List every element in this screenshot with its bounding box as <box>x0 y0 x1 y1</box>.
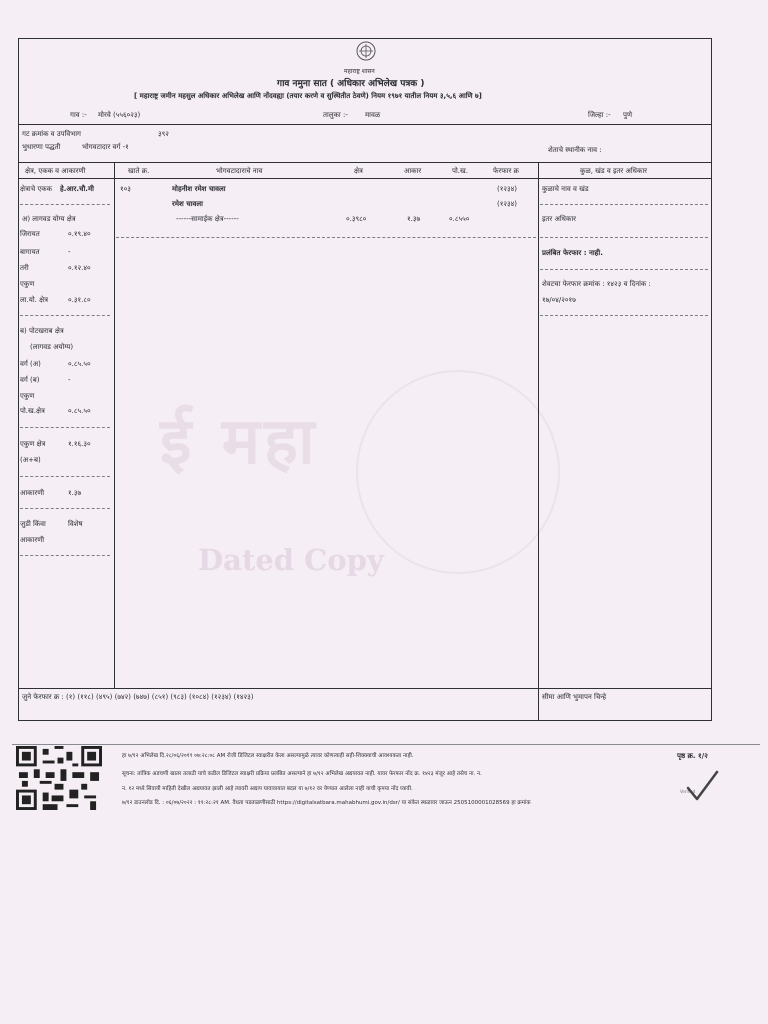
govt-label: महाराष्ट्र शासन <box>344 68 375 75</box>
right-divider-3 <box>540 269 708 270</box>
total-area-label: एकुण क्षेत्र <box>20 440 46 448</box>
kul-name-label: कुळाचे नाव व खंड <box>542 185 589 193</box>
taluka-label: तालुका :- <box>323 111 348 119</box>
th-rights: कुळ, खंड व इतर अधिकार <box>580 167 647 175</box>
right-divider-2 <box>540 237 708 238</box>
form-title: गाव नमुना सात ( अधिकार अभिलेख पत्रक ) <box>277 79 425 89</box>
footer-digital-signed: हा ७/१२ अभिलेख दि.२८/०६/२०१९ ०७:२८:०८ AM रोजी डिजिटल स्वाक्षरीत केला असल्यामुळे त्यावर कोणत्याही सही-शिक्क्याची आवश्यकता नाही. <box>122 753 414 759</box>
watermark-circle <box>356 370 560 574</box>
cultivable-label: अ) लागवड योग्य क्षेत्र <box>22 215 76 223</box>
last-ferfar-date: १७/०४/२०१७ <box>542 296 576 304</box>
ab-label: (अ+ब) <box>20 456 41 464</box>
village-label: गाव :- <box>70 111 87 119</box>
khate-number: १०३ <box>120 185 131 193</box>
left-divider-3 <box>20 427 110 428</box>
tari-value: ०.१२.४० <box>68 264 91 272</box>
taluka-value: मावळ <box>365 111 381 119</box>
th-owner-name: भोगवटादाराचे नाव <box>216 167 263 175</box>
tari-label: तरी <box>20 264 29 272</box>
tenure-value: भोगवटादार वर्ग -१ <box>82 143 129 151</box>
th-akar: आकार <box>404 167 422 175</box>
varga-b-value: - <box>68 376 71 384</box>
village-value: मोरवे (५५६०२३) <box>98 111 141 119</box>
total-area-value: १.१६.३० <box>68 440 91 448</box>
joint-area-value: ०.३९८० <box>346 215 367 223</box>
pending-ferfar: प्रलंबित फेरफार : नाही. <box>542 249 603 257</box>
boundary-label: सीमा आणि भुमापन चिन्हे <box>542 693 607 701</box>
owner-ferfar-1: (१२३४) <box>497 185 518 193</box>
jirayat-label: जिरायत <box>20 230 40 238</box>
header-separator <box>18 124 712 125</box>
judi-sub: आकारणी <box>20 536 45 544</box>
th-ferfar: फेरफार क्र <box>493 167 519 175</box>
state-emblem-icon <box>355 40 377 64</box>
joint-pokh-value: ०.८५५० <box>449 215 470 223</box>
bagayat-value: - <box>68 248 71 256</box>
form-subtitle: [ महाराष्ट्र जमीन महसुल अधिकार अभिलेख आणि नोंदवह्या (तयार करणे व सुस्थितीत ठेवणे) नियम १९७१ यातील नियम ३,५,६ आणि ७] <box>134 92 482 100</box>
pot-total-value: ०.८५.५० <box>68 407 91 415</box>
district-label: जिल्हा :- <box>588 111 611 119</box>
varga-a-label: वर्ग (अ) <box>20 360 41 368</box>
left-divider-1 <box>20 204 110 205</box>
footer-download-info: ७/१२ डाउनलोड दि. : ०६/०७/२०२२ : ११:२८:२१ AM. वैधता पडताळणीसाठी https://digitalsatbara.mahabhumi.gov.in/dsr/ या संकेत स्थळावर जाऊन 2505100001028569 हा क्रमांक <box>122 800 531 806</box>
left-divider-2 <box>20 315 110 316</box>
owner-ferfar-2: (१२३४) <box>497 200 518 208</box>
table-top-line <box>18 162 712 163</box>
old-ferfar-list: जुने फेरफार क्र : (१) (११८) (४९५) (७४२) (७४७) (८५१) (९८३) (१०८४) (१२३४) (१४२३) <box>22 693 254 701</box>
owner-rows-divider <box>116 237 536 238</box>
footer-notice-1: सूचना: तांत्रिक अडचणी खातर तलाठी याचे कडील डिजिटल स्वाक्षरी प्रक्रिया प्रलंबित असल्याने हा ७/१२ अभिलेख अद्ययावत नाही. यावर फेरफार नोंद क्र. १४२३ मंजूर आहे तसेच ना. न. <box>122 771 482 777</box>
watermark-logo-text: ई महा <box>160 405 319 479</box>
footer-notice-2: न. १२ मध्ये सिवायी माहिती देखील अद्ययावत झाली आहे त्यावरी अद्याप यावावायात बदल या ७/१२ वर येण्यात आलेला नाही याची कृपया नोंद घ्यावी. <box>122 786 413 792</box>
akarni-value: १.३७ <box>68 489 82 497</box>
right-divider-4 <box>540 315 708 316</box>
varga-a-value: ०.८५.५० <box>68 360 91 368</box>
gat-value: ३९२ <box>158 130 169 138</box>
akarni-label: आकारणी <box>20 489 45 497</box>
district-value: पुणे <box>623 111 633 119</box>
pot-sub: (लागवड अयोग्य) <box>30 343 74 351</box>
last-ferfar-label: शेवटचा फेरफार क्रमांक : १४२३ व दिनांक : <box>542 280 651 288</box>
th-area: क्षेत्र <box>354 167 363 175</box>
varga-b-label: वर्ग (ब) <box>20 376 40 384</box>
col-divider-1 <box>114 162 115 688</box>
owner-name-1: मोहनीश रमेश चावला <box>172 185 226 193</box>
joint-area-label: ------सामाईक क्षेत्र------ <box>176 215 239 223</box>
joint-akar-value: १.३७ <box>407 215 421 223</box>
frame-top <box>18 38 712 39</box>
frame-bottom <box>18 720 712 721</box>
total-lyk-value: ०.३१.८० <box>68 296 91 304</box>
table-header-bottom <box>18 178 712 179</box>
th-khate: खाते क्र. <box>128 167 150 175</box>
total-lyk-label: ला.यो. क्षेत्र <box>20 296 48 304</box>
left-divider-6 <box>20 555 110 556</box>
bagayat-label: बागायत <box>20 248 40 256</box>
right-divider-1 <box>540 204 708 205</box>
owner-name-2: रमेश चावला <box>172 200 203 208</box>
pot-label: ब) पोटखराब क्षेत्र <box>20 327 64 335</box>
page-number: पृष्ठ क्र. १/२ <box>677 752 708 760</box>
total-label: एकुण <box>20 280 35 288</box>
unit-label: क्षेत्राचे एकक <box>20 185 52 193</box>
table-bottom-line <box>18 688 712 689</box>
jirayat-value: ०.१९.४० <box>68 230 91 238</box>
th-pokh: पो.ख. <box>452 167 468 175</box>
frame-left <box>18 38 19 720</box>
checkmark-icon <box>684 768 720 804</box>
verified-label: Verified <box>680 789 696 794</box>
gat-label: गट क्रमांक व उपविभाग <box>22 130 81 138</box>
watermark-dated-copy: Dated Copy <box>198 543 384 577</box>
frame-right <box>711 38 712 720</box>
footer-rule <box>12 744 760 745</box>
pot-total-label-2: पो.ख.क्षेत्र <box>20 407 45 415</box>
itar-label: इतर अधिकार <box>542 215 577 223</box>
col-divider-2 <box>538 162 539 720</box>
qr-code-icon <box>16 746 102 810</box>
left-divider-5 <box>20 508 110 509</box>
judi-value: विशेष <box>68 520 83 528</box>
unit-value: हे.आर.चौ.मी <box>60 185 94 193</box>
pot-total-label: एकुण <box>20 392 35 400</box>
judi-label: जुडी किंवा <box>20 520 46 528</box>
local-name-label: शेताचे स्थानीक नाव : <box>548 146 602 154</box>
left-divider-4 <box>20 476 110 477</box>
tenure-label: भुधारणा पद्धती <box>22 143 61 151</box>
th-area-unit: क्षेत्र, एकक व आकारणी <box>25 167 86 175</box>
